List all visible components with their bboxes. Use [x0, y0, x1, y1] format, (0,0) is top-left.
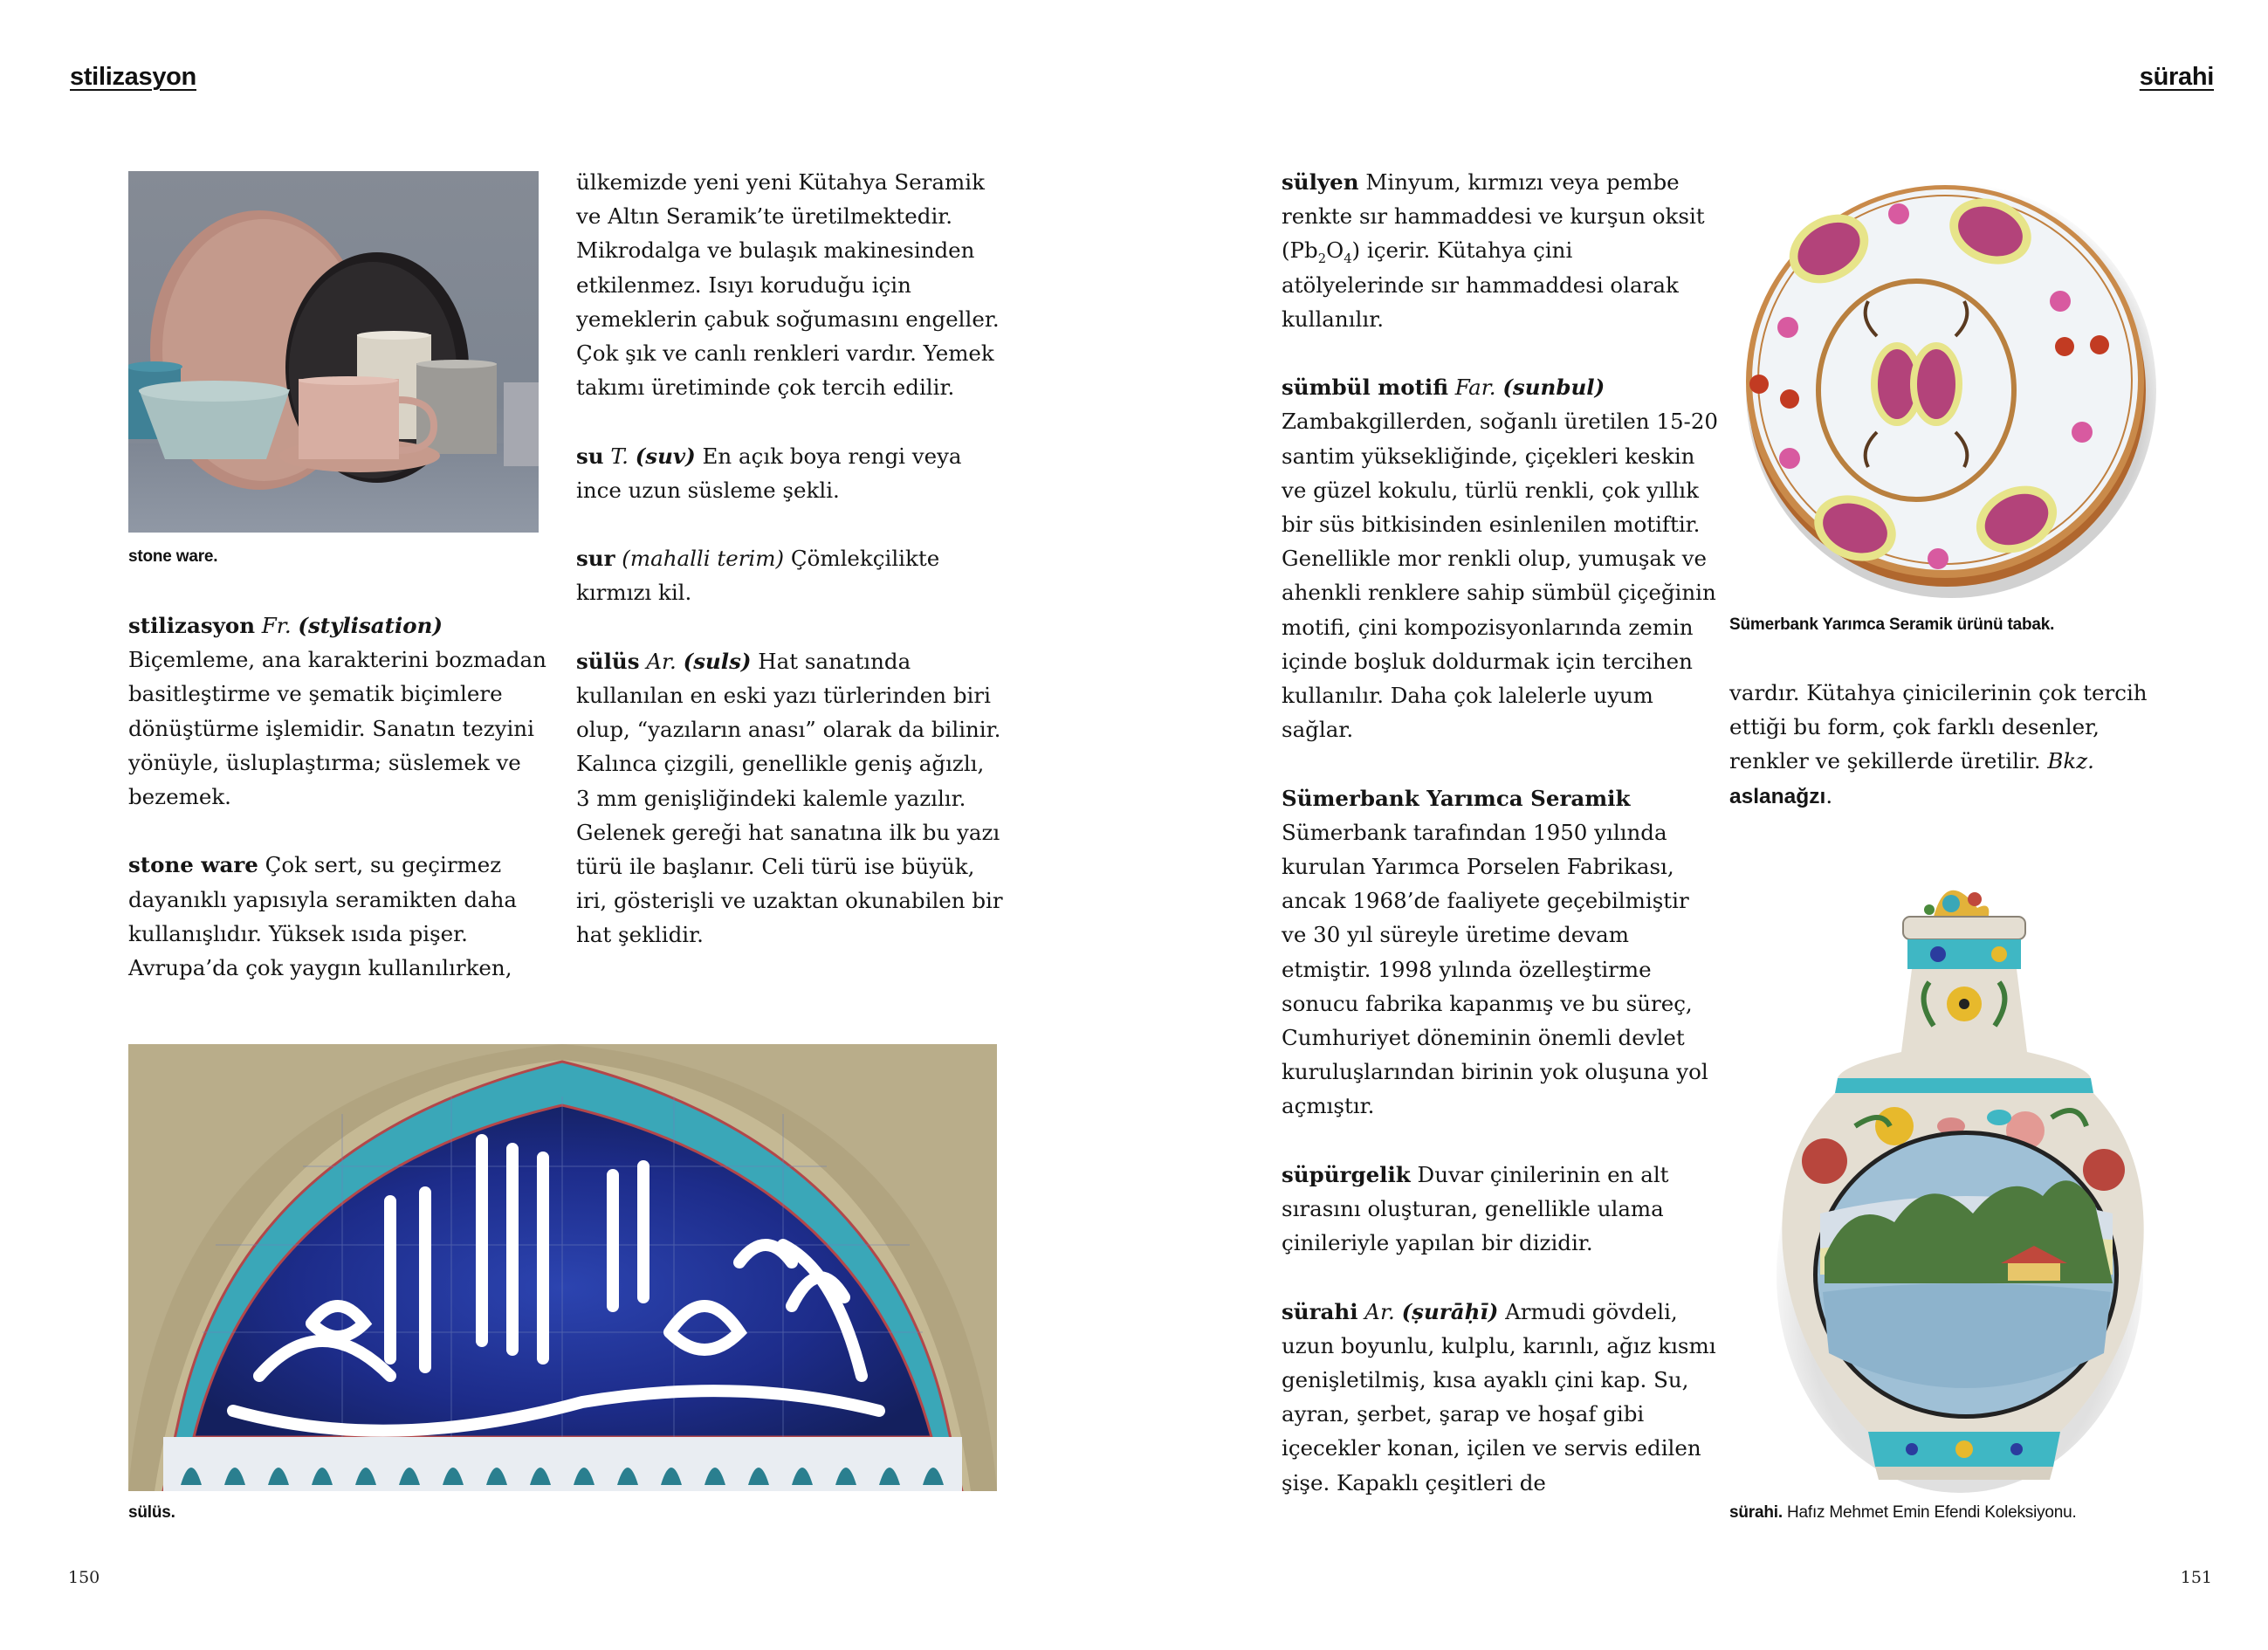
- entry-sur: [576, 541, 1004, 609]
- column-1: [128, 608, 556, 985]
- column-2: [576, 165, 1004, 952]
- subscript: 4: [1344, 251, 1352, 267]
- entry-sumbul-motifi: [1282, 370, 1718, 746]
- page-number-right: 151: [2180, 1568, 2212, 1587]
- entry-term: Sümerbank Yarımca Seramik: [1282, 785, 1631, 811]
- porcelain-plate-icon: [1737, 162, 2156, 598]
- column-3: [1282, 165, 1718, 1500]
- entry-body: O: [1326, 237, 1344, 264]
- entry-sumerbank: [1282, 781, 1718, 1124]
- entry-supurgelik: [1282, 1158, 1718, 1261]
- entry-term: süpürgelik: [1282, 1161, 1411, 1187]
- entry-origin: Ar.: [639, 648, 684, 674]
- entry-term: sur: [576, 546, 615, 572]
- entry-origin: (mahalli terim): [615, 546, 785, 572]
- see-also-link[interactable]: aslanağzı: [1729, 784, 1826, 808]
- entry-body: Sümerbank tarafından 1950 yılında kurulan Yarımca Porselen Fabrikası, ancak 1968’de faaliyete geçebilmiştir ve 30 yıl süreyle üretime devam etmiştir. 1998 yılında özelleştirme sonucu fabrika kapanmış ve bu süreç, Cumhuriyet döneminin önemli devlet kuruluşlarından birinin yok oluşuna yol açmıştır.: [1282, 819, 1708, 1119]
- entry-body: Çok sert, su geçirmez dayanıklı yapısıyla seramikten daha kullanışlıdır. Yüksek ısıda pişer. Avrupa’da çok yaygın kullanılırken,: [128, 852, 517, 981]
- entry-body: Armudi gövdeli, uzun boyunlu, kulplu, karınlı, ağız kısmı genişletilmiş, kısa ayaklı çini kap. Su, ayran, şerbet, şarap ve hoşaf gibi içecekler konan, içilen ve servis edilen şişe. Kapaklı çeşitleri de: [1282, 1298, 1716, 1495]
- stoneware-tableware-icon: [128, 171, 539, 533]
- entry-su: [576, 439, 1004, 507]
- subscript: 2: [1317, 251, 1327, 267]
- column-4: [1729, 676, 2148, 814]
- entry-sulus: [576, 644, 1004, 952]
- entry-body: Hat sanatında kullanılan en eski yazı türlerinden biri olup, “yazıların anası” olarak da bilinir. Kalınca çizgili, genellikle geniş ağızlı, 3 mm genişliğindeki kalemle yazılır. Gelenek gereği hat sanatına ilk bu yazı türü ile başlanır. Celi türü ise büyük, iri, gösterişli ve uzaktan okunabilen bir hat şeklidir.: [576, 648, 1003, 948]
- plate-photo: [1737, 162, 2156, 598]
- entry-body: Biçemleme, ana karakterini bozmadan basitleştirme ve şematik biçimlere dönüştürme işlemidir. Sanatın tezyini yönüyle, üsluplaştırma; süslemek ve bezemek.: [128, 647, 546, 810]
- entry-body: Çömlekçilikte kırmızı kil.: [576, 546, 940, 606]
- covered-ewer-icon: [1772, 864, 2148, 1493]
- plate-caption: Sümerbank Yarımca Seramik ürünü tabak.: [1729, 615, 2055, 634]
- entry-origin: Ar.: [1357, 1298, 1402, 1324]
- entry-body: En açık boya rengi veya ince uzun süsleme şekli.: [576, 443, 962, 503]
- entry-term: stone ware: [128, 852, 258, 878]
- vase-photo: [1772, 864, 2148, 1493]
- entry-continuation: ülkemizde yeni yeni Kütahya Seramik ve Altın Seramik’te üretilmektedir. Mikrodalga ve bulaşık makinesinden etkilenmez. Isıyı koruduğu için yemeklerin çabuk soğumasını engeller. Çok şık ve canlı renkleri vardır. Yemek takımı üretiminde çok tercih edilir.: [576, 169, 1000, 401]
- entry-term: su: [576, 443, 604, 469]
- entry-surahi: [1282, 1295, 1718, 1500]
- stoneware-caption: stone ware.: [128, 547, 218, 566]
- entry-body: Zambakgillerden, soğanlı üretilen 15-20 santim yüksekliğinde, çiçekleri keskin ve güzel kokulu, türlü renkli, çok yıllık bir süs bitkisinden esinlenilen motiftir. Genellikle mor renkli olup, yumuşak ve ahenkli renklere sahip sümbül çiçeğinin motifi, çini kompozisyonlarında zemin içinde boşluk doldurmak için tercihen kullanılır. Daha çok lalelerle uyum sağlar.: [1282, 409, 1718, 743]
- entry-term: sülüs: [576, 648, 640, 674]
- entry-stone-ware: [128, 848, 556, 985]
- calligraphy-panel-icon: [128, 1044, 997, 1491]
- entry-gloss: (sunbul): [1502, 375, 1605, 401]
- vase-caption-credit: Hafız Mehmet Emin Efendi Koleksiyonu.: [1782, 1503, 2077, 1522]
- entry-term: stilizasyon: [128, 613, 256, 638]
- running-head-right: sürahi: [2139, 63, 2214, 91]
- entry-sulyen: [1282, 165, 1718, 336]
- running-head-left: stilizasyon: [70, 63, 196, 91]
- entry-origin: T.: [603, 443, 636, 469]
- page-number-left: 150: [68, 1568, 100, 1587]
- entry-origin: Far.: [1448, 375, 1503, 401]
- entry-origin: Fr.: [255, 613, 299, 638]
- entry-body: Duvar çinilerinin en alt sırasını oluşturan, genellikle ulama çinileriyle yapılan bir dizidir.: [1282, 1161, 1669, 1256]
- entry-gloss: (suls): [683, 648, 752, 674]
- calligraphy-photo: [128, 1044, 997, 1491]
- entry-body: ) içerir. Kütahya çini atölyelerinde sır hammaddesi olarak kullanılır.: [1282, 237, 1679, 332]
- vase-caption-term: sürahi.: [1729, 1503, 1783, 1522]
- see-also-label: Bkz.: [2047, 748, 2094, 774]
- entry-term: sümbül motifi: [1282, 375, 1449, 401]
- entry-gloss: (stylisation): [298, 613, 443, 638]
- entry-gloss: (ṣurāḥī): [1401, 1298, 1499, 1324]
- entry-gloss: (suv): [635, 443, 696, 469]
- entry-term: sürahi: [1282, 1298, 1358, 1324]
- entry-body: Minyum, kırmızı veya pembe renkte sır hammaddesi ve kurşun oksit (Pb: [1282, 169, 1705, 264]
- stoneware-photo: [128, 171, 539, 533]
- calligraphy-caption: sülüs.: [128, 1503, 175, 1522]
- entry-stilizasyon: [128, 608, 556, 814]
- entry-body: vardır. Kütahya çinicilerinin çok tercih ettiği bu form, çok farklı desenler, renkler ve şekillerde üretilir.: [1729, 680, 2148, 774]
- entry-term: sülyen: [1282, 169, 1359, 195]
- vase-caption: [1729, 1503, 2077, 1523]
- entry-continuation: [1729, 676, 2148, 814]
- entry-end: .: [1825, 782, 1833, 808]
